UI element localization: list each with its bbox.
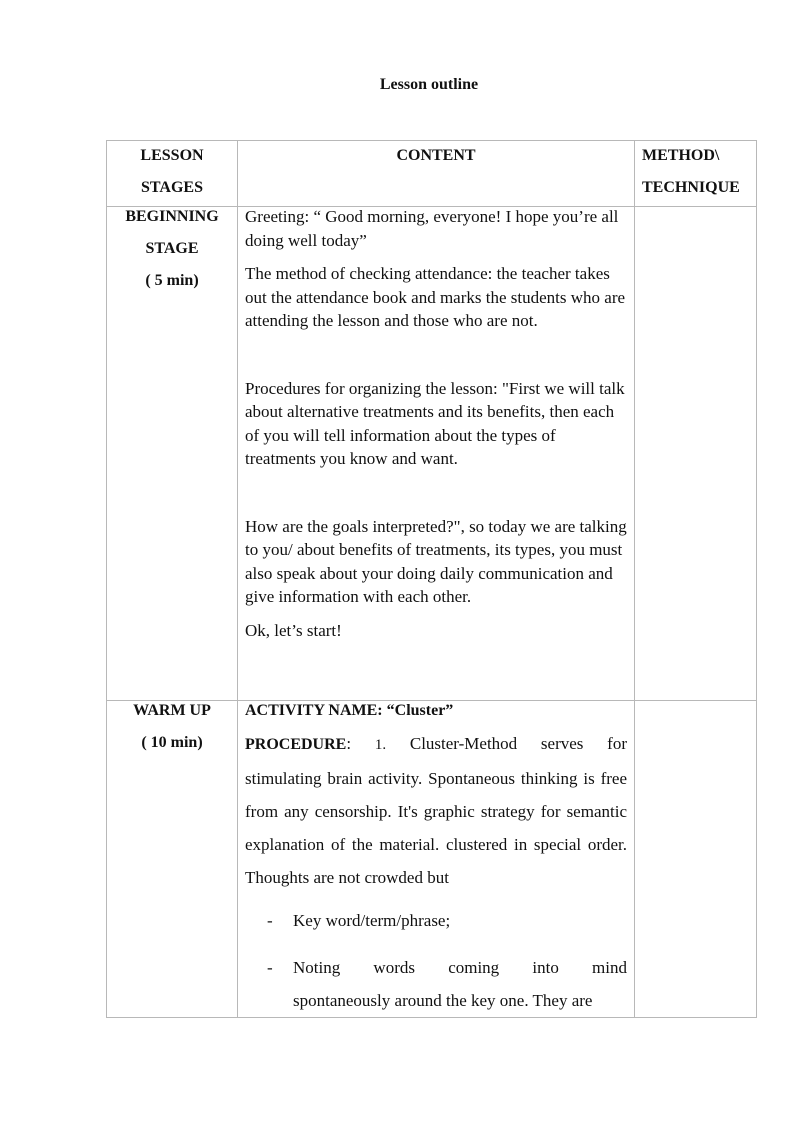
list-item-noting-line1: Noting words coming into mind [293, 958, 627, 977]
list-item [245, 951, 627, 1017]
stage-beginning-time: ( 5 min) [145, 272, 199, 289]
list-dash: - [267, 958, 273, 977]
header-method [635, 141, 757, 207]
header-method-line2: TECHNIQUE [642, 179, 740, 196]
stage-beginning-line2: STAGE [145, 240, 199, 257]
stage-cell-beginning [107, 207, 238, 701]
procedure-text-first: Cluster-Method serves for [409, 734, 628, 753]
list-item [245, 904, 627, 937]
stage-warmup-label: WARM UP [133, 702, 211, 719]
table-row-warmup [107, 701, 757, 1018]
goals-text: How are the goals interpreted?", so today we are talking to you/ about benefits of treatments, its types, you must also speak about your doing daily communication and give information with each other. [245, 516, 627, 606]
header-stages [107, 141, 238, 207]
list-item-noting-line2: spontaneously around the key one. They are [293, 991, 593, 1010]
method-cell-beginning [635, 207, 757, 701]
stage-beginning-line1: BEGINNING [125, 208, 219, 225]
header-content [238, 141, 635, 207]
stage-warmup-time: ( 10 min) [141, 734, 203, 751]
procedure-first-line [245, 727, 627, 762]
list-item-key-word: Key word/term/phrase; [293, 911, 451, 930]
header-stages-line2: STAGES [141, 179, 203, 196]
table-row-beginning [107, 207, 757, 701]
stage-cell-warmup [107, 701, 238, 1018]
table-header-row [107, 141, 757, 207]
method-cell-warmup [635, 701, 757, 1018]
greeting-text: Greeting: “ Good morning, everyone! I hope you’re all doing well today” [245, 207, 619, 250]
procedures-text: Procedures for organizing the lesson: "First we will talk about alternative treatments and its benefits, then each of you will tell information about the types of treatments you know and want. [245, 378, 625, 468]
cluster-steps-list [245, 904, 627, 1017]
header-method-line1: METHOD\ [642, 147, 720, 164]
procedure-label: PROCEDURE [245, 736, 347, 753]
content-cell-beginning [238, 207, 635, 701]
list-dash: - [267, 911, 273, 930]
document-title: Lesson outline [379, 76, 479, 93]
attendance-text: The method of checking attendance: the teacher takes out the attendance book and marks the students who are attending the lesson and those who are not. [245, 264, 626, 330]
procedure-number: 1. [374, 737, 387, 753]
activity-name: ACTIVITY NAME: “Cluster” [245, 702, 454, 719]
content-cell-warmup [238, 701, 635, 1018]
header-content-label: CONTENT [396, 147, 476, 164]
procedure-text-rest: stimulating brain activity. Spontaneous thinking is free from any censorship. It's graphic strategy for semantic explanation of the material. clustered in special order. Thoughts are not crowded but [245, 769, 627, 887]
procedure-colon: : [346, 734, 352, 753]
start-text: Ok, let’s start! [245, 620, 342, 640]
lesson-table [106, 140, 757, 1018]
header-stages-line1: LESSON [140, 147, 204, 164]
